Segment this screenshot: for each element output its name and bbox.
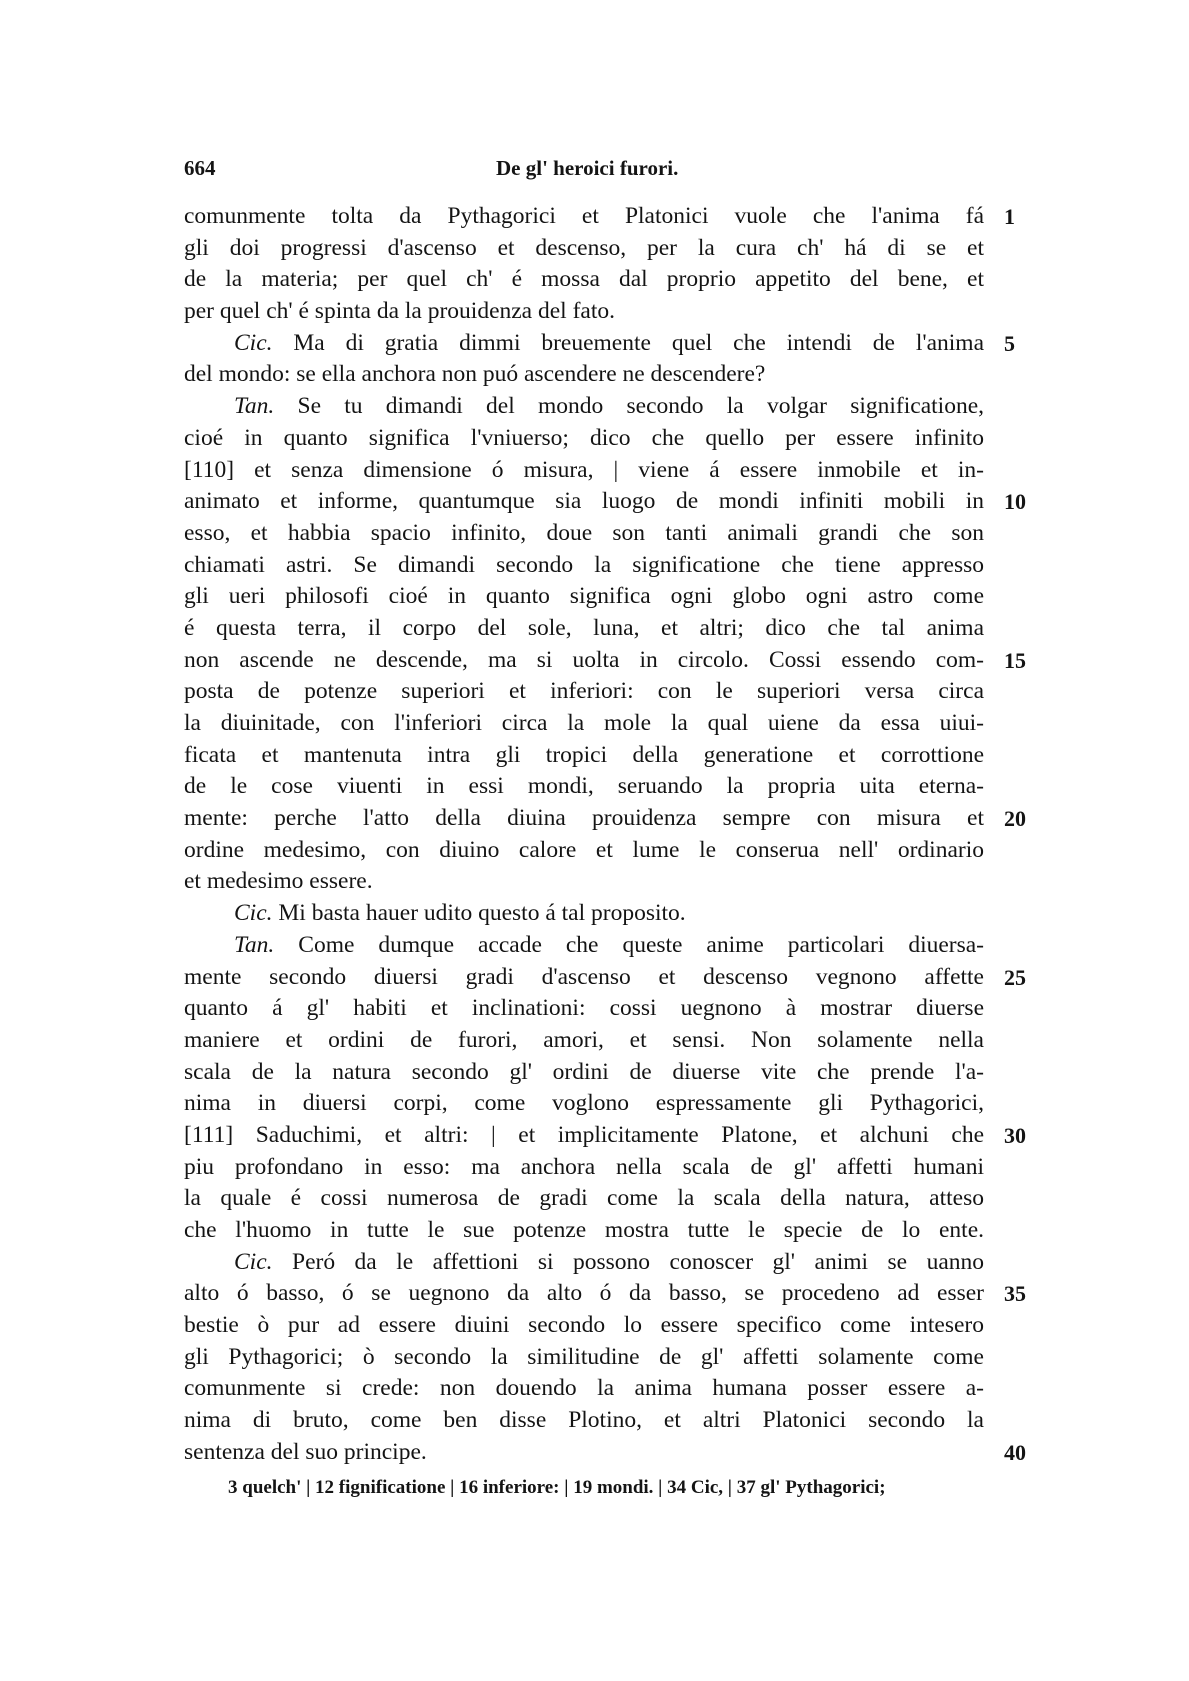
text-line xyxy=(184,803,1026,835)
page-number: 664 xyxy=(184,156,216,180)
line-text: nima di bruto, come ben disse Plotino, et altri Platonici secondo la xyxy=(184,1407,984,1434)
text-line xyxy=(184,201,1015,233)
line-text: bestie ò pur ad essere diuini secondo lo essere specifico come intesero xyxy=(184,1312,984,1339)
line-text: che l'huomo in tutte le sue potenze mostra tutte le specie de lo ente. xyxy=(184,1217,984,1243)
speaker-label: Cic. xyxy=(234,329,273,356)
line-text: de le cose viuenti in essi mondi, seruando la propria uita eterna- xyxy=(184,773,984,800)
speaker-label: Tan. xyxy=(234,393,275,420)
text-line xyxy=(184,1310,984,1342)
speaker-label: Cic. xyxy=(234,1248,273,1275)
text-line xyxy=(184,359,984,391)
line-number: 40 xyxy=(1004,1439,1026,1465)
page-header xyxy=(184,156,1019,186)
line-text: de la materia; per quel ch' é mossa dal proprio appetito del bene, et xyxy=(184,266,984,293)
text-line xyxy=(184,1183,984,1215)
line-number: 30 xyxy=(1004,1122,1026,1148)
text-line xyxy=(184,233,984,265)
line-text: gli Pythagorici; ò secondo la similitudine de gl' affetti solamente come xyxy=(184,1343,984,1370)
line-number: 1 xyxy=(1004,204,1015,229)
text-line xyxy=(184,518,984,550)
running-title: De gl' heroici furori. xyxy=(496,156,679,180)
footnotes: 3 quelch' | 12 fignificatione | 16 inferiore: | 19 mondi. | 34 Cic, | 37 gl' Pythagorici; xyxy=(228,1477,886,1498)
text-line xyxy=(184,1278,1026,1310)
line-text: ficata et mantenuta intra gli tropici della generatione et corrottione xyxy=(184,741,984,768)
text-line xyxy=(184,613,984,645)
line-text: Mi basta hauer udito questo á tal proposito. xyxy=(278,900,686,927)
line-text: Ma di gratia dimmi breuemente quel che intendi de l'anima xyxy=(293,329,984,356)
text-line xyxy=(184,264,984,296)
line-text: la diuinitade, con l'inferiori circa la mole la qual uiene da essa uiui- xyxy=(184,710,984,736)
line-text: per quel ch' é spinta da la prouidenza del fato. xyxy=(184,298,615,325)
line-text: piu profondano in esso: ma anchora nella scala de gl' affetti humani xyxy=(184,1153,984,1180)
text-line xyxy=(184,1057,984,1089)
line-text: chiamati astri. Se dimandi secondo la significatione che tiene appresso xyxy=(184,551,984,578)
text-line xyxy=(184,835,984,867)
text-line xyxy=(184,1120,1026,1152)
text-line xyxy=(184,962,1026,994)
text-line xyxy=(184,993,984,1025)
text-line xyxy=(184,708,984,740)
line-text: maniere et ordini de furori, amori, et sensi. Non solamente nella xyxy=(184,1026,984,1053)
text-line xyxy=(184,1152,984,1184)
line-text: Come dumque accade che queste anime particolari diuersa- xyxy=(298,931,985,958)
line-text: del mondo: se ella anchora non puó ascendere ne descendere? xyxy=(184,361,766,388)
text-line xyxy=(184,771,984,803)
text-line xyxy=(184,328,1015,360)
line-text: gli ueri philosofi cioé in quanto significa ogni globo ogni astro come xyxy=(184,583,984,610)
text-line xyxy=(184,581,984,613)
line-text: quanto á gl' habiti et inclinationi: cossi uegnono à mostrar diuerse xyxy=(184,995,984,1022)
line-number: 15 xyxy=(1004,647,1026,673)
text-line xyxy=(184,455,984,487)
text-line xyxy=(184,1215,984,1247)
body-text xyxy=(184,201,1026,1469)
line-number: 20 xyxy=(1004,806,1026,832)
line-text: gli doi progressi d'ascenso et descenso, per la cura ch' há di se et xyxy=(184,234,984,261)
line-text: Peró da le affettioni si possono conoscer gl' animi se uanno xyxy=(292,1248,984,1275)
line-text: é questa terra, il corpo del sole, luna, et altri; dico che tal anima xyxy=(184,614,984,641)
line-text: la quale é cossi numerosa de gradi come la scala della natura, atteso xyxy=(184,1185,984,1212)
text-line xyxy=(184,296,984,328)
line-text: [110] et senza dimensione ó misura, | viene á essere inmobile et in- xyxy=(184,456,984,483)
speaker-label: Cic. xyxy=(234,900,273,927)
line-text: esso, et habbia spacio infinito, doue son tanti animali grandi che son xyxy=(184,519,984,546)
text-line xyxy=(184,740,984,772)
line-text: comunmente tolta da Pythagorici et Platonici vuole che l'anima fá xyxy=(184,203,984,229)
line-text: scala de la natura secondo gl' ordini de diuerse vite che prende l'a- xyxy=(184,1058,984,1085)
line-number: 5 xyxy=(1004,330,1015,356)
text-line xyxy=(184,645,1026,677)
line-text: non ascende ne descende, ma si uolta in circolo. Cossi essendo com- xyxy=(184,646,984,673)
line-text: nima in diuersi corpi, come voglono espressamente gli Pythagorici, xyxy=(184,1090,984,1117)
speaker-label: Tan. xyxy=(234,931,275,958)
line-text: [111] Saduchimi, et altri: | et implicitamente Platone, et alchuni che xyxy=(184,1121,984,1148)
text-line xyxy=(184,1025,984,1057)
text-line xyxy=(184,898,984,930)
text-line xyxy=(184,391,984,423)
text-line xyxy=(184,930,984,962)
line-text: alto ó basso, ó se uegnono da alto ó da basso, se procedeno ad esser xyxy=(184,1280,984,1307)
line-text: ordine medesimo, con diuino calore et lume le conserua nell' ordinario xyxy=(184,836,984,863)
line-text: sentenza del suo principe. xyxy=(184,1438,427,1465)
line-number: 25 xyxy=(1004,964,1026,990)
line-text: cioé in quanto significa l'vniuerso; dico che quello per essere infinito xyxy=(184,424,984,451)
text-line xyxy=(184,1373,984,1405)
text-line xyxy=(184,1437,1026,1469)
line-text: mente: perche l'atto della diuina prouidenza sempre con misura et xyxy=(184,805,984,832)
text-line xyxy=(184,1405,984,1437)
line-text: animato et informe, quantumque sia luogo de mondi infiniti mobili in xyxy=(184,488,984,515)
text-line xyxy=(184,866,984,898)
text-line xyxy=(184,1342,984,1374)
line-text: et medesimo essere. xyxy=(184,868,373,895)
text-line xyxy=(184,1088,984,1120)
line-text: mente secondo diuersi gradi d'ascenso et descenso vegnono affette xyxy=(184,963,984,990)
line-number: 10 xyxy=(1004,489,1026,515)
text-line xyxy=(184,486,1026,518)
line-text: posta de potenze superiori et inferiori: con le superiori versa circa xyxy=(184,678,984,705)
line-text: comunmente si crede: non douendo la anima humana posser essere a- xyxy=(184,1375,984,1402)
text-line xyxy=(184,423,984,455)
text-line xyxy=(184,1247,984,1279)
text-line xyxy=(184,676,984,708)
line-text: Se tu dimandi del mondo secondo la volgar significatione, xyxy=(297,393,985,420)
line-number: 35 xyxy=(1004,1281,1026,1307)
text-line xyxy=(184,550,984,582)
